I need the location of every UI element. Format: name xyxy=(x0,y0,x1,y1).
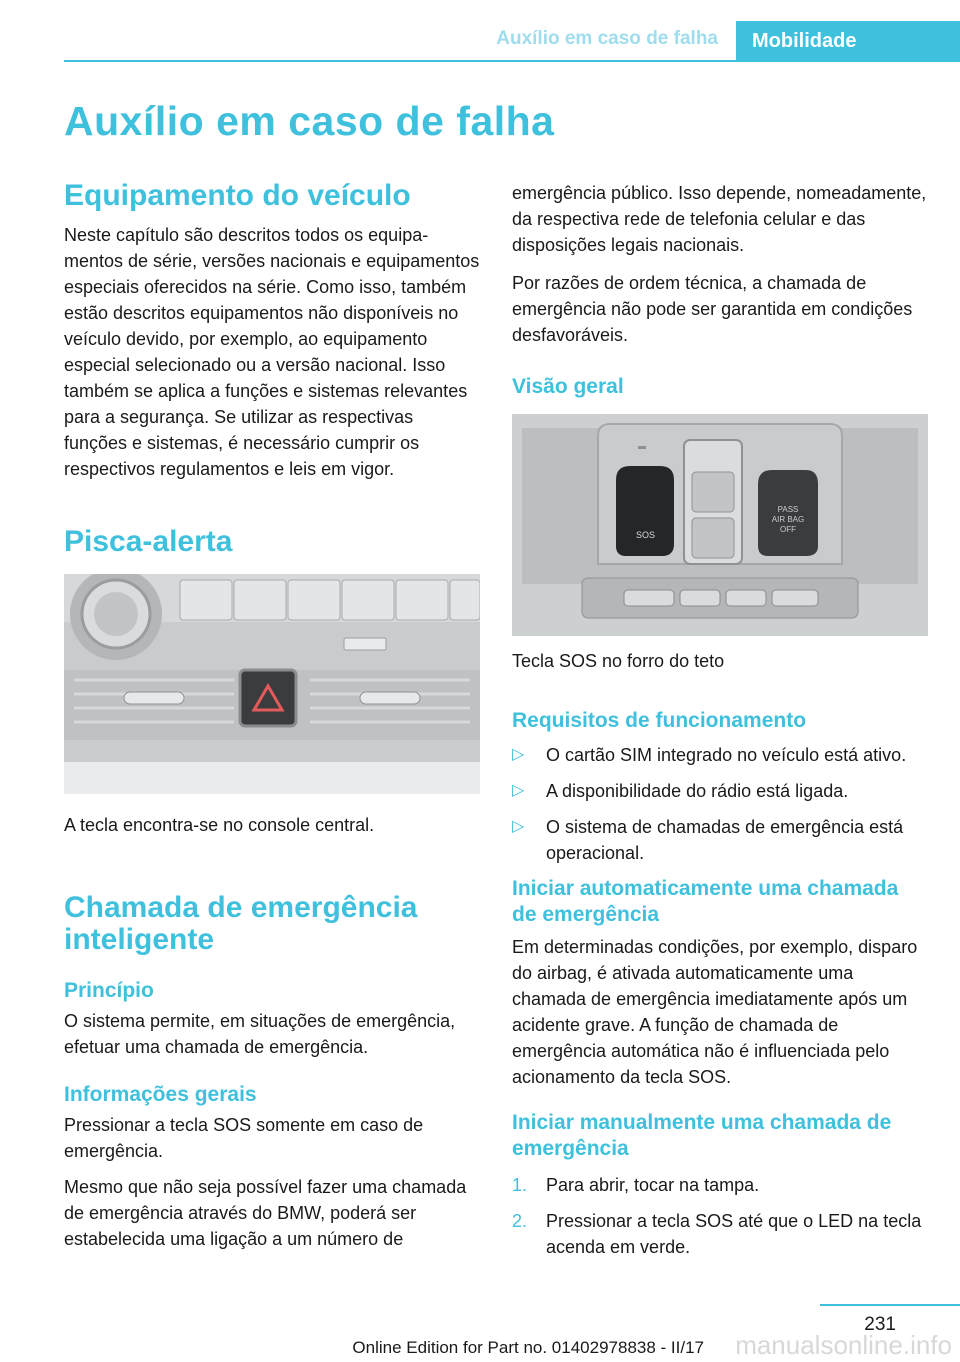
section-tab: Mobilidade xyxy=(736,21,960,62)
list-item: ▷ O cartão SIM integrado no veículo está ativo. xyxy=(512,742,928,768)
info-text-4: Por razões de ordem técnica, a chamada de emergência não pode ser garantida em condições desfavoráveis. xyxy=(512,273,913,345)
list-item: ▷ A disponibilidade do rádio está ligada. xyxy=(512,778,928,804)
list-item: ▷ O sistema de chamadas de emergência está operacional. xyxy=(512,814,928,866)
principio-heading: Princípio xyxy=(64,979,154,1002)
page-title: Auxílio em caso de falha xyxy=(64,98,555,144)
equipamento-text: Neste capítulo são descritos todos os equipamentos de série, versões nacionais e equipamentos especiais oferecidos na série. Como isso, também estão descritos equipamentos não disponíveis no veículo devido, por exemplo, ao equipamento especial selecionado ou a versão nacional. Isso também se aplica a funções e sistemas relevantes para a segurança. Se utilizar as respectivas funções e sistemas, é necessário cumprir os respectivos regulamentos e leis em vigor. xyxy=(64,225,480,479)
hazard-console-image xyxy=(64,574,480,794)
visao-heading: Visão geral xyxy=(512,375,624,398)
requisitos-list xyxy=(512,742,928,866)
pisca-heading: Pisca-alerta xyxy=(64,525,233,558)
header-rule xyxy=(64,60,960,62)
principio-text: O sistema permite, em situações de emergência, efetuar uma chamada de emergência. xyxy=(64,1011,456,1057)
page-number: 231 xyxy=(864,1314,896,1335)
breadcrumb: Auxílio em caso de falha xyxy=(496,28,718,49)
pisca-caption: A tecla encontra-se no console central. xyxy=(64,815,375,835)
info-text-3: emergência público. Isso depende, nomeadamente, da respectiva rede de telefonia celular e das disposições legais nacionais. xyxy=(512,183,927,255)
page-header xyxy=(0,0,960,62)
sos-roof-image xyxy=(512,414,928,636)
manual-steps xyxy=(512,1172,928,1260)
info-heading: Informações gerais xyxy=(64,1083,257,1106)
triangle-bullet-icon: ▷ xyxy=(512,782,525,799)
pass-label-2: AIR BAG xyxy=(771,515,805,524)
list-item: 1. Para abrir, tocar na tampa. xyxy=(512,1175,760,1195)
triangle-bullet-icon: ▷ xyxy=(512,746,525,763)
auto-heading: Iniciar automaticamente uma chamada de emergência xyxy=(512,877,899,926)
sos-label: SOS xyxy=(636,530,656,540)
edition-note: Online Edition for Part no. 01402978838 - II/17 xyxy=(352,1338,704,1357)
pass-label-1: PASS xyxy=(777,505,799,514)
equipamento-heading: Equipamento do veículo xyxy=(64,179,411,212)
pass-label-3: OFF xyxy=(780,525,796,534)
left-column xyxy=(64,180,480,1252)
info-text-2: Mesmo que não seja possível fazer uma chamada de emergência através do BMW, poderá ser estabelecida uma ligação a um número de xyxy=(64,1177,467,1249)
info-text-1: Pressionar a tecla SOS somente em caso de emergência. xyxy=(64,1115,424,1161)
chamada-heading: Chamada de emergência inteligente xyxy=(64,891,418,956)
right-column xyxy=(512,180,928,1270)
auto-text: Em determinadas condições, por exemplo, disparo do airbag, é ativada automaticamente uma chamada de emergência imediatamente após um acidente grave. A função de chamada de emergência automática não é influenciada pelo acionamento da tecla SOS. xyxy=(512,937,918,1087)
triangle-bullet-icon: ▷ xyxy=(512,818,525,835)
footer-rule xyxy=(820,1304,960,1306)
visao-caption: Tecla SOS no forro do teto xyxy=(512,651,725,671)
watermark: manualsonline.info xyxy=(735,1330,952,1360)
requisitos-heading: Requisitos de funcionamento xyxy=(512,709,807,732)
list-item: 2. Pressionar a tecla SOS até que o LED na tecla acenda em verde. xyxy=(512,1211,922,1257)
manual-heading: Iniciar manualmente uma chamada de emergência xyxy=(512,1111,892,1160)
